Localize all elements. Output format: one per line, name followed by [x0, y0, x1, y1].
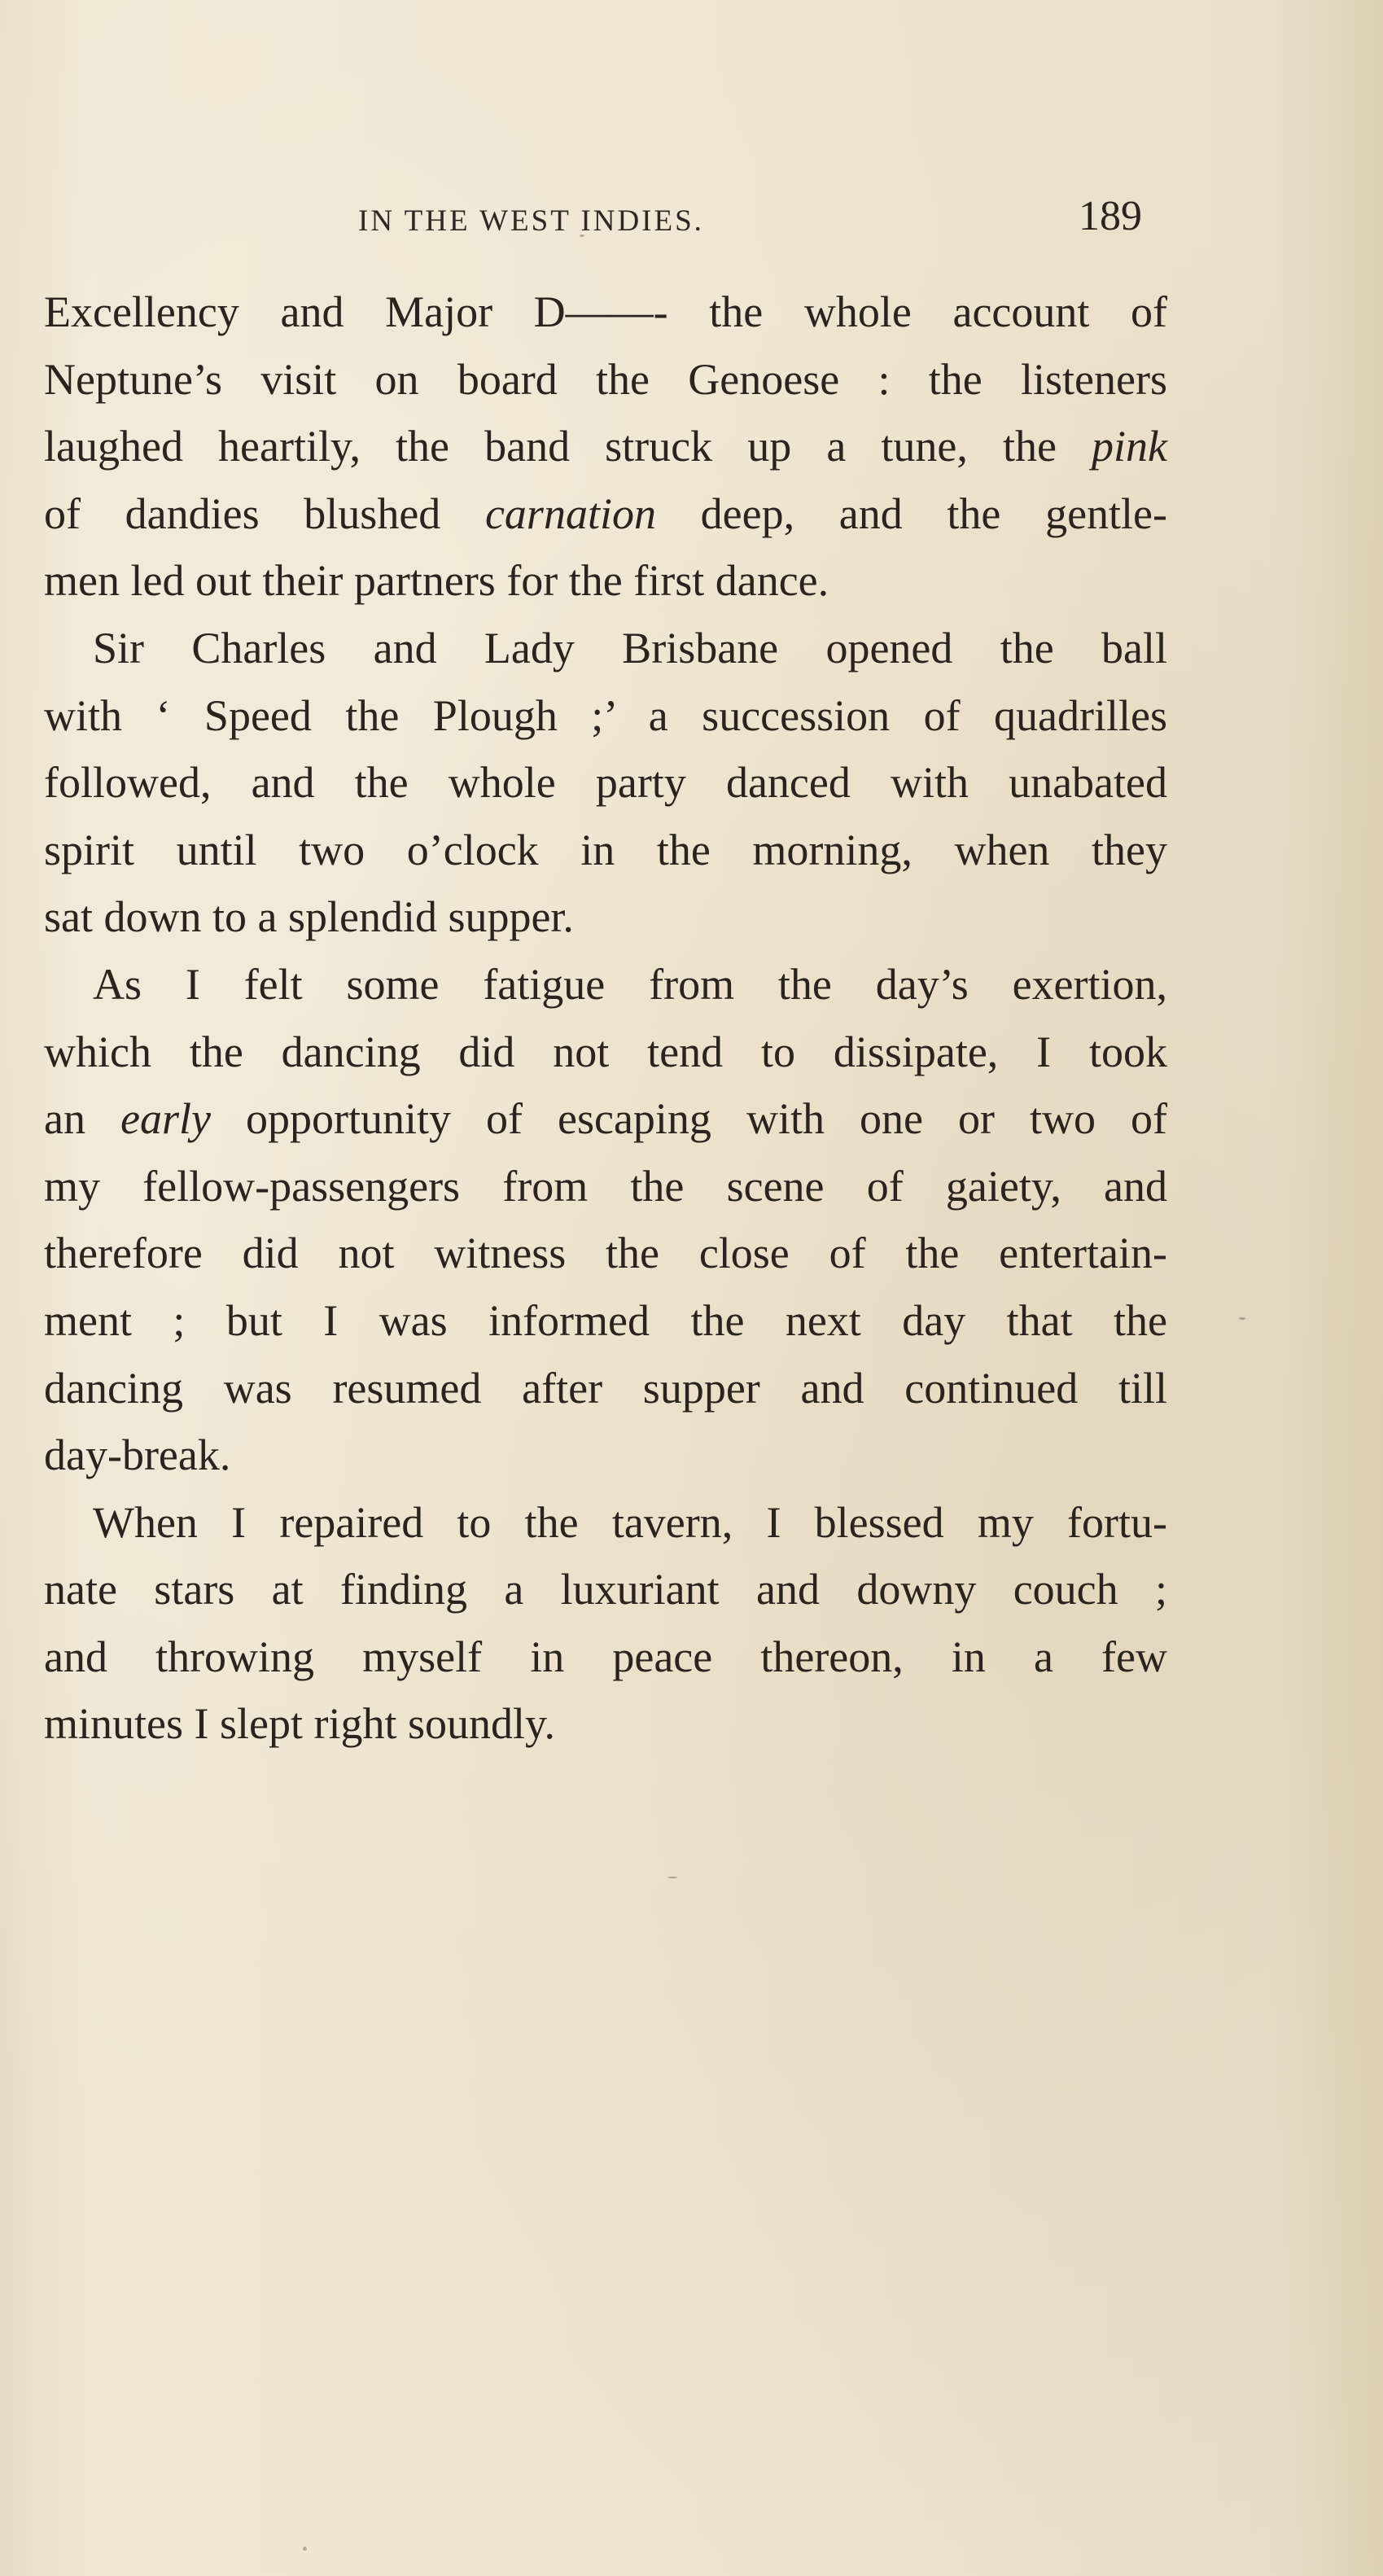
text-line: nate stars at finding a luxuriant and downy couch ;: [44, 1565, 1167, 1614]
italic-word: pink: [1092, 422, 1167, 471]
text-line: ment ; but I was informed the next day that the: [44, 1295, 1167, 1345]
paragraph-2: [44, 615, 1167, 951]
text-line: spirit until two o’clock in the morning, when they: [44, 825, 1167, 874]
paragraph-3: [44, 951, 1167, 1489]
text-line: my fellow-passengers from the scene of gaiety, and: [44, 1161, 1167, 1211]
text-line: and throwing myself in peace thereon, in a few: [44, 1632, 1167, 1681]
italic-word: early: [120, 1094, 211, 1144]
text-line: [44, 413, 1167, 480]
text-line: [44, 1085, 1167, 1153]
text-line: Excellency and Major D——- the whole account of: [44, 287, 1167, 336]
text-line: As I felt some fatigue from the day’s exertion,: [93, 959, 1167, 1009]
text-line: When I repaired to the tavern, I blessed my fortu-: [93, 1497, 1167, 1547]
page-number: 189: [1079, 193, 1142, 239]
text-line: dancing was resumed after supper and continued till: [44, 1363, 1167, 1413]
paper-speck: [303, 2547, 307, 2551]
text-run: deep, and the gentle-: [655, 488, 1167, 538]
text-run: laughed heartily, the band struck up a tune, the: [44, 422, 1092, 471]
paragraph-1: [44, 278, 1167, 615]
paper-speck: [667, 1877, 677, 1878]
text-line: Sir Charles and Lady Brisbane opened the ball: [93, 623, 1167, 672]
paragraph-4: [44, 1489, 1167, 1758]
text-line: followed, and the whole party danced with unabated: [44, 758, 1167, 808]
text-line: minutes I slept right soundly.: [44, 1699, 555, 1749]
paper-speck: [1239, 1317, 1245, 1320]
text-line: Neptune’s visit on board the Genoese : the listeners: [44, 354, 1167, 404]
text-line: therefore did not witness the close of the entertain-: [44, 1229, 1167, 1278]
text-run: an: [44, 1094, 120, 1144]
text-line: which the dancing did not tend to dissipate, I took: [44, 1027, 1167, 1076]
running-head: [0, 195, 1383, 252]
text-run: of dandies blushed: [44, 488, 485, 538]
italic-word: carnation: [484, 488, 656, 538]
text-line: with ‘ Speed the Plough ;’ a succession of quadrilles: [44, 690, 1167, 740]
running-title: IN THE WEST INDIES.: [358, 204, 704, 238]
text-run: opportunity of escaping with one or two of: [210, 1094, 1167, 1144]
text-line: day-break.: [44, 1430, 231, 1480]
text-line: [44, 480, 1167, 548]
text-line: sat down to a splendid supper.: [44, 892, 574, 942]
paper-speck: [580, 234, 584, 237]
text-line: men led out their partners for the first dance.: [44, 556, 829, 606]
body-text: [44, 278, 1167, 1758]
